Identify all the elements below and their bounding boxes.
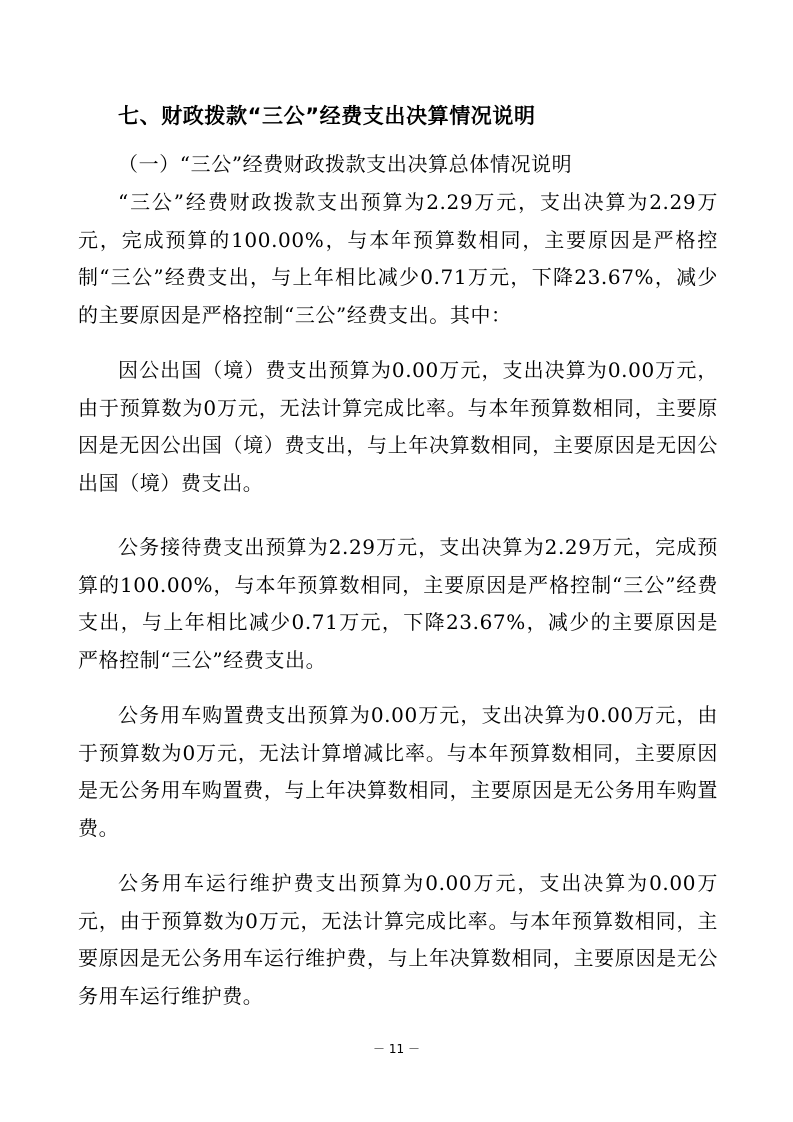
- paragraph-vehicle-maintenance: 公务用车运行维护费支出预算为0.00万元，支出决算为0.00万元，由于预算数为0万元，无法计算完成比率。与本年预算数相同，主要原因是无公务用车运行维护费，与上年决算数相同，主要原因是无公务用车运行维护费。: [78, 871, 718, 1008]
- section-heading: 七、财政拨款“三公”经费支出决算情况说明: [118, 104, 536, 128]
- page-number: － 11 －: [373, 1042, 420, 1056]
- paragraph-overview: “三公”经费财政拨款支出预算为2.29万元，支出决算为2.29万元，完成预算的100.00%，与本年预算数相同，主要原因是严格控制“三公”经费支出，与上年相比减少0.71万元，下降23.67%，减少的主要原因是严格控制“三公”经费支出。其中：: [78, 190, 718, 327]
- paragraph-official-reception: 公务接待费支出预算为2.29万元，支出决算为2.29万元，完成预算的100.00%，与本年预算数相同，主要原因是严格控制“三公”经费支出，与上年相比减少0.71万元，下降23.67%，减少的主要原因是严格控制“三公”经费支出。: [78, 535, 718, 672]
- paragraph-vehicle-purchase: 公务用车购置费支出预算为0.00万元，支出决算为0.00万元，由于预算数为0万元，无法计算增减比率。与本年预算数相同，主要原因是无公务用车购置费，与上年决算数相同，主要原因是无公务用车购置费。: [78, 703, 718, 840]
- paragraph-overseas-travel: 因公出国（境）费支出预算为0.00万元，支出决算为0.00万元，由于预算数为0万元，无法计算完成比率。与本年预算数相同，主要原因是无因公出国（境）费支出，与上年决算数相同，主要原因是无因公出国（境）费支出。: [78, 358, 718, 495]
- subsection-heading: （一）“三公”经费财政拨款支出决算总体情况说明: [118, 152, 573, 176]
